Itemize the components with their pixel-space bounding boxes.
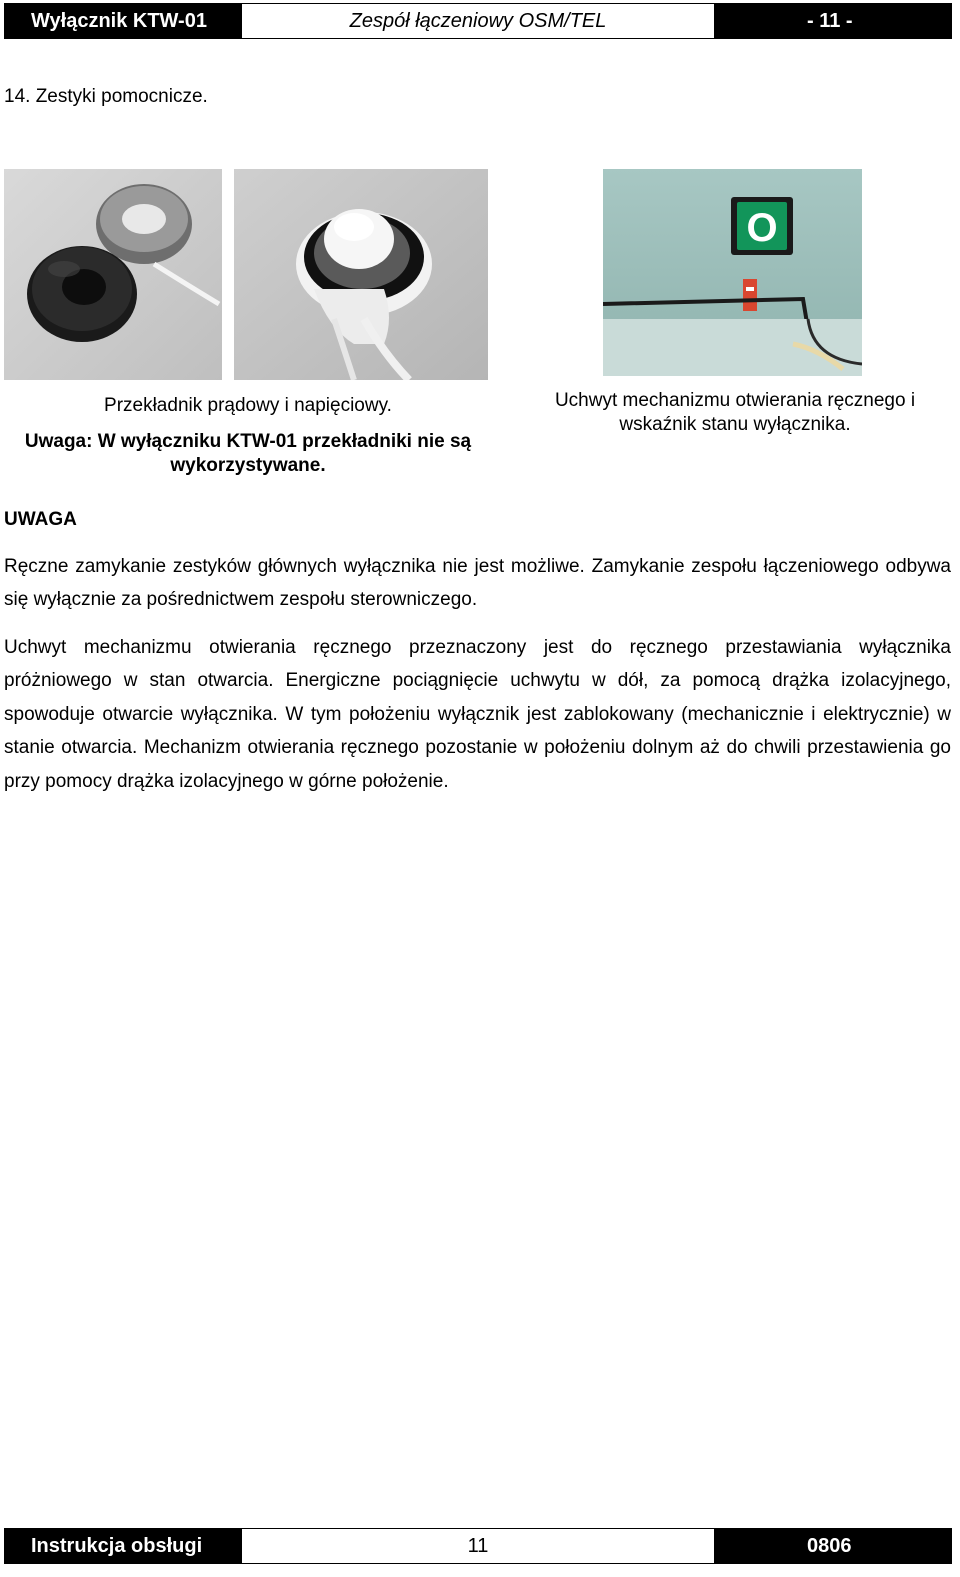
- photo-transformers-cores: [4, 169, 222, 380]
- figure-caption-handle: Uchwyt mechanizmu otwierania ręcznego i wskaźnik stanu wyłącznika.: [554, 390, 916, 435]
- notice-heading: UWAGA: [4, 509, 77, 530]
- notice-paragraph-2: Uchwyt mechanizmu otwierania ręcznego przeznaczony jest do ręcznego przestawiania wyłącznika próżniowego w stan otwarcia. Energiczne pociągnięcie uchwytu w dół, za pomocą drążka izolacyjnego, spowoduje otwarcie wyłącznika. W tym położeniu wyłącznik jest zablokowany (mechanicznie i elektrycznie) w stanie otwarcia. Mechanizm otwierania ręcznego pozostanie w położeniu dolnym aż do chwili przestawienia go przy pomocy drążka izolacyjnego w górne położenie.: [4, 637, 951, 792]
- footer-left: Instrukcja obsługi: [5, 1529, 241, 1563]
- photo-manual-handle-indicator: [603, 169, 862, 376]
- notice-paragraph-1: Ręczne zamykanie zestyków głównych wyłącznika nie jest możliwe. Zamykanie zespołu łączeniowego odbywa się wyłącznie za pośrednictwem zespołu sterowniczego.: [4, 556, 951, 611]
- figure-caption-transformers: Przekładnik prądowy i napięciowy.: [104, 395, 392, 416]
- section-title: 14. Zestyki pomocnicze.: [4, 86, 208, 107]
- header-center: Zespół łączeniowy OSM/TEL: [241, 4, 715, 38]
- figure-note-transformers: Uwaga: W wyłączniku KTW-01 przekładniki nie są wykorzystywane.: [24, 431, 472, 476]
- page-header: [4, 3, 952, 39]
- footer-page-number: 11: [241, 1529, 715, 1563]
- footer-version: 0806: [715, 1529, 951, 1563]
- header-left: Wyłącznik KTW-01: [5, 4, 241, 38]
- indicator-symbol: O: [746, 206, 778, 250]
- header-page-number: - 11 -: [715, 4, 951, 38]
- photo-transformer-white: [234, 169, 488, 380]
- page-footer: [4, 1528, 952, 1564]
